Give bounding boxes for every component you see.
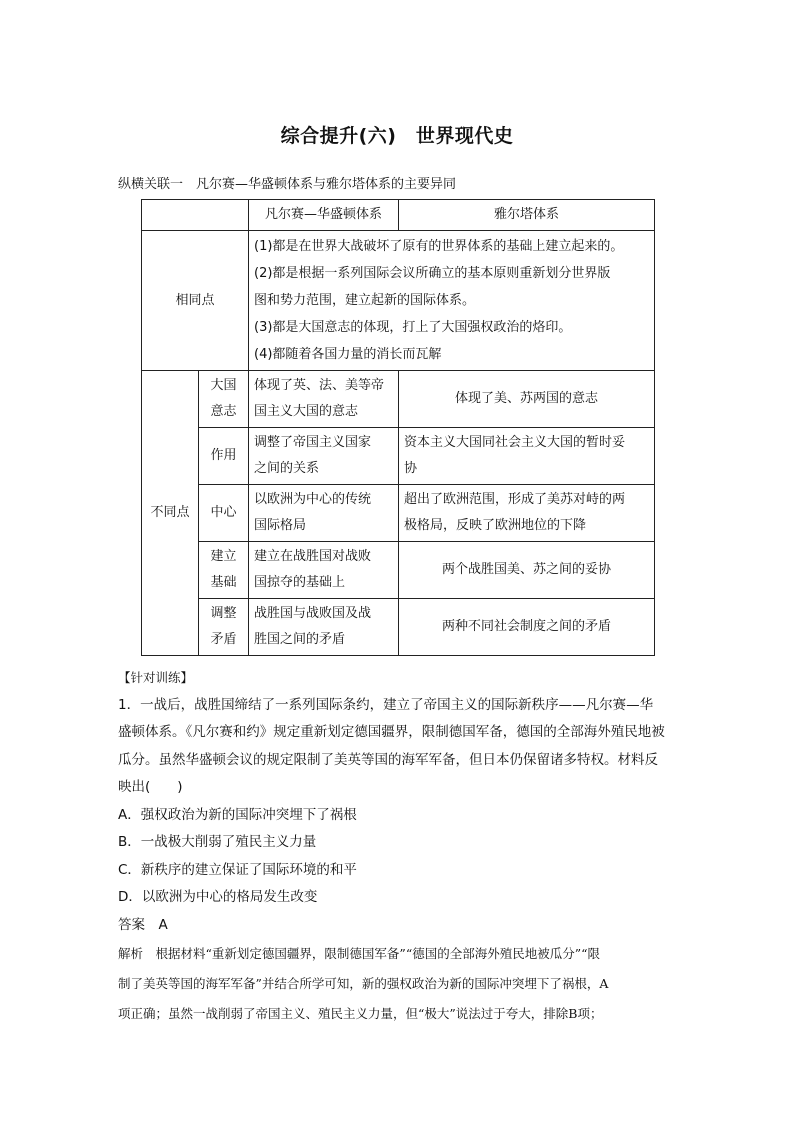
similar-row bbox=[142, 231, 655, 371]
similar-point: (4)都随着各国力量的消长而瓦解 bbox=[254, 347, 442, 362]
question-line: 盛顿体系。《凡尔赛和约》规定重新划定德国疆界，限制德国军备，德国的全部海外殖民地被 bbox=[118, 724, 665, 740]
analysis-line: 项正确；虽然一战削弱了帝国主义、殖民主义力量，但“极大”说法过于夸大，排除B项； bbox=[118, 1006, 603, 1021]
table-row bbox=[142, 599, 655, 656]
analysis-line: 制了美英等国的海军军备”并结合所学可知，新的强权政治为新的国际冲突埋下了祸根，A bbox=[118, 976, 609, 991]
page-title: 综合提升(六) 世界现代史 bbox=[280, 125, 514, 147]
answer-label: 答案 bbox=[118, 916, 145, 933]
similar-label: 相同点 bbox=[142, 231, 249, 371]
yalta-cell: 资本主义大国同社会主义大国的暂时妥 协 bbox=[399, 428, 655, 485]
exercise-section bbox=[118, 664, 678, 1029]
yalta-cell: 体现了美、苏两国的意志 bbox=[399, 371, 655, 428]
diff-label: 不同点 bbox=[142, 371, 199, 656]
aspect-cell: 调整 矛盾 bbox=[199, 599, 249, 656]
similar-point: (1)都是在世界大战破坏了原有的世界体系的基础上建立起来的。 bbox=[254, 239, 624, 254]
answer-line bbox=[118, 912, 678, 940]
header-versailles: 凡尔赛—华盛顿体系 bbox=[249, 200, 399, 231]
exercise-heading: 【针对训练】 bbox=[118, 670, 194, 685]
versailles-cell: 体现了英、法、美等帝 国主义大国的意志 bbox=[249, 371, 399, 428]
table-row bbox=[142, 485, 655, 542]
table-row bbox=[142, 542, 655, 599]
similar-point: (3)都是大国意志的体现，打上了大国强权政治的烙印。 bbox=[254, 320, 572, 335]
versailles-cell: 调整了帝国主义国家 之间的关系 bbox=[249, 428, 399, 485]
versailles-cell: 以欧洲为中心的传统 国际格局 bbox=[249, 485, 399, 542]
aspect-cell: 作用 bbox=[199, 428, 249, 485]
comparison-table bbox=[141, 199, 655, 656]
versailles-cell: 建立在战胜国对战败 国掠夺的基础上 bbox=[249, 542, 399, 599]
similar-points bbox=[249, 231, 655, 371]
yalta-cell: 两个战胜国美、苏之间的妥协 bbox=[399, 542, 655, 599]
table-row bbox=[142, 371, 655, 428]
option-b: B．一战极大削弱了殖民主义力量 bbox=[118, 834, 317, 850]
aspect-cell: 建立 基础 bbox=[199, 542, 249, 599]
answer-value: A bbox=[158, 916, 168, 933]
aspect-cell: 中心 bbox=[199, 485, 249, 542]
question-line: 映出( ) bbox=[118, 779, 183, 795]
question-line: 瓜分。虽然华盛顿会议的规定限制了美英等国的海军军备，但日本仍保留诸多特权。材料反 bbox=[118, 751, 658, 768]
analysis-line: 解析 根据材料“重新划定德国疆界，限制德国军备”“德国的全部海外殖民地被瓜分”“限 bbox=[118, 946, 600, 961]
section-heading: 纵横关联一 凡尔赛—华盛顿体系与雅尔塔体系的主要异同 bbox=[118, 177, 457, 192]
analysis-label: 解析 bbox=[118, 946, 144, 961]
question-line: 1．一战后，战胜国缔结了一系列国际条约，建立了帝国主义的国际新秩序——凡尔赛—华 bbox=[118, 696, 654, 713]
header-yalta: 雅尔塔体系 bbox=[399, 200, 655, 231]
similar-point: (2)都是根据一系列国际会议所确立的基本原则重新划分世界版 bbox=[254, 266, 611, 281]
yalta-cell: 超出了欧洲范围，形成了美苏对峙的两 极格局，反映了欧洲地位的下降 bbox=[399, 485, 655, 542]
option-a: A．强权政治为新的国际冲突埋下了祸根 bbox=[118, 806, 357, 823]
table-header-row bbox=[142, 200, 655, 231]
similar-point: 图和势力范围，建立起新的国际体系。 bbox=[254, 293, 476, 308]
table-corner-cell bbox=[142, 200, 249, 231]
option-d: D．以欧洲为中心的格局发生改变 bbox=[118, 889, 318, 905]
aspect-cell: 大国 意志 bbox=[199, 371, 249, 428]
versailles-cell: 战胜国与战败国及战 胜国之间的矛盾 bbox=[249, 599, 399, 656]
option-c: C．新秩序的建立保证了国际环境的和平 bbox=[118, 861, 357, 878]
table-row bbox=[142, 428, 655, 485]
yalta-cell: 两种不同社会制度之间的矛盾 bbox=[399, 599, 655, 656]
